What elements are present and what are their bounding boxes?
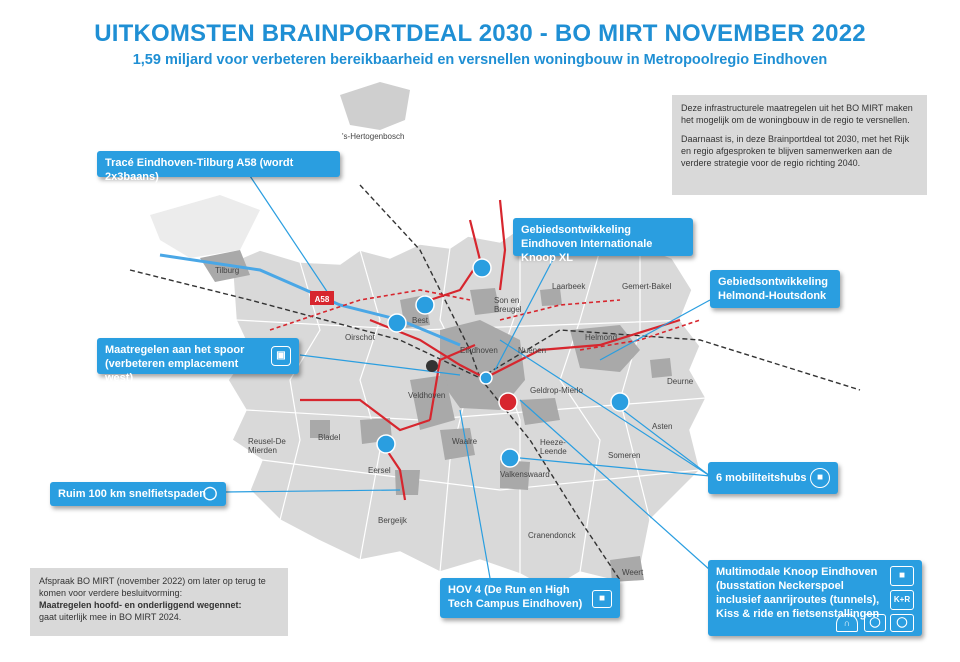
place-label: Deurne bbox=[667, 377, 694, 386]
place-label: Asten bbox=[652, 422, 673, 431]
callout-a58 bbox=[97, 151, 340, 183]
bike-icon: ◯ bbox=[202, 485, 218, 500]
page-subtitle: 1,59 miljard voor verbeteren bereikbaarheid en versnellen woningbouw in Metropoolregio Eindhoven bbox=[132, 52, 828, 68]
area-west bbox=[150, 195, 260, 258]
knoop-bus-icon bbox=[499, 393, 517, 411]
callout-hov4 bbox=[440, 578, 620, 618]
callout-hov4-label: HOV 4 (De Run en High Tech Campus Eindhoven) bbox=[448, 584, 583, 610]
callout-hubs bbox=[708, 462, 838, 494]
bus-icon: ■ bbox=[890, 566, 914, 586]
hub-bus-icon bbox=[388, 314, 406, 332]
place-label: Eindhoven bbox=[460, 346, 498, 355]
hub-bus-icon bbox=[473, 259, 491, 277]
note-box bbox=[30, 568, 288, 636]
place-label: Eersel bbox=[368, 466, 391, 475]
place-label: Cranendonck bbox=[528, 531, 576, 540]
place-label: Bergeijk bbox=[378, 516, 407, 525]
place-label: Helmond bbox=[585, 333, 618, 342]
place-label: Best bbox=[412, 316, 429, 325]
place-label: Tilburg bbox=[215, 266, 240, 275]
callout-hubs-label: 6 mobiliteitshubs bbox=[716, 472, 807, 484]
bike-parking-icon: ◯ bbox=[864, 614, 886, 632]
place-label: Someren bbox=[608, 451, 641, 460]
callout-knoop bbox=[708, 560, 922, 636]
tunnel-icon: ∩ bbox=[836, 614, 858, 632]
callout-fiets-label: Ruim 100 km snelfietspaden bbox=[58, 488, 206, 500]
hub-bus-icon bbox=[416, 296, 434, 314]
place-label: Waalre bbox=[452, 437, 478, 446]
train-icon: ▣ bbox=[271, 346, 291, 366]
callout-a58-label: Tracé Eindhoven-Tilburg A58 (wordt 2x3baans) bbox=[105, 157, 294, 183]
callout-spoor bbox=[97, 338, 299, 384]
bus-icon: ■ bbox=[810, 468, 830, 488]
callout-spoor-label: Maatregelen aan het spoor (verbeteren emplacement west) bbox=[105, 344, 245, 384]
place-label: Bladel bbox=[318, 433, 341, 442]
callout-helmond bbox=[710, 270, 840, 308]
place-label: Veldhoven bbox=[408, 391, 446, 400]
place-label: Gemert-Bakel bbox=[622, 282, 672, 291]
place-label: Laarbeek bbox=[552, 282, 586, 291]
info-text-2: Daarnaast is, in deze Brainportdeal tot 2030, met het Rijk en regio afgesproken te blijven samenwerken aan de verdere strategie voor de regio richting 2040. bbox=[681, 134, 910, 168]
bus-icon: ■ bbox=[592, 590, 612, 608]
hub-bus-icon bbox=[611, 393, 629, 411]
note-line-2: gaat uiterlijk mee in BO MIRT 2024. bbox=[39, 612, 182, 622]
callout-ik-xl-label: Gebiedsontwikkeling Eindhoven Internationale Knoop XL bbox=[521, 224, 653, 264]
place-label: Oirschot bbox=[345, 333, 375, 342]
place-label: Son en Breugel bbox=[494, 296, 522, 314]
place-label: Nuenen bbox=[518, 346, 547, 355]
airport-icon bbox=[426, 360, 438, 372]
callout-ik-xl bbox=[513, 218, 693, 264]
place-label: Weert bbox=[622, 568, 644, 577]
callout-knoop-label: Multimodale Knoop Eindhoven (busstation Neckerspoel inclusief aanrijroutes (tunnels), Kiss & ride en fietsenstallingen bbox=[716, 566, 880, 620]
place-label: Heeze-Leende bbox=[540, 438, 567, 456]
hub-bus-icon bbox=[501, 449, 519, 467]
info-box bbox=[672, 95, 927, 195]
a58-label: A58 bbox=[314, 295, 330, 304]
place-label: Valkenswaard bbox=[500, 470, 550, 479]
place-label: 's-Hertogenbosch bbox=[342, 132, 405, 141]
station-icon bbox=[480, 372, 492, 384]
callout-helmond-label: Gebiedsontwikkeling Helmond-Houtsdonk bbox=[718, 276, 829, 302]
info-text-1: Deze infrastructurele maatregelen uit het BO MIRT maken het mogelijk om de woningbouw in de regio te versnellen. bbox=[681, 103, 913, 125]
hub-bus-icon bbox=[377, 435, 395, 453]
kiss-ride-icon: K+R bbox=[890, 590, 914, 610]
page-title: UITKOMSTEN BRAINPORTDEAL 2030 - BO MIRT NOVEMBER 2022 bbox=[94, 20, 866, 47]
note-line-1: Afspraak BO MIRT (november 2022) om later op terug te komen voor verdere besluitvorming: bbox=[39, 576, 266, 598]
note-bold: Maatregelen hoofd- en onderliggend wegennet: bbox=[39, 600, 242, 610]
callout-fiets bbox=[50, 482, 226, 506]
bike-icon: ◯ bbox=[890, 614, 914, 632]
place-label: Reusel-De Mierden bbox=[248, 437, 286, 455]
area-den-bosch bbox=[340, 82, 410, 130]
place-label: Geldrop-Mierlo bbox=[530, 386, 583, 395]
